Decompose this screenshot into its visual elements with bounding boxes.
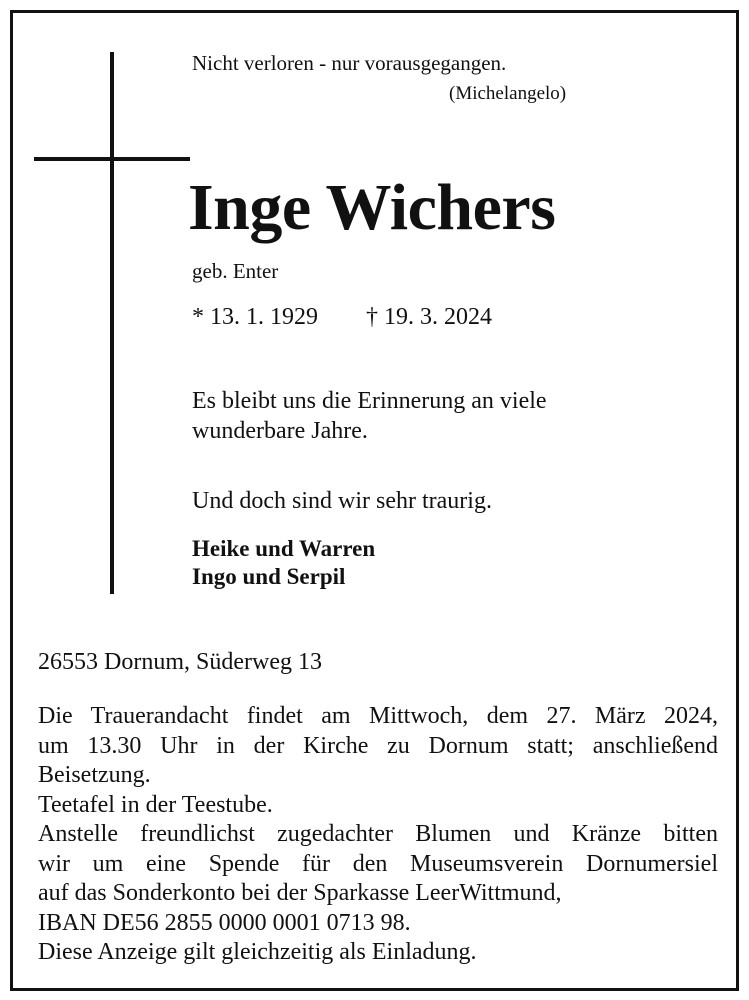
details-line: Anstelle freundlichst zugedachter Blumen und Kränze bitten [38, 821, 718, 847]
details-line: Die Trauerandacht findet am Mittwoch, dem 27. März 2024, [38, 703, 718, 729]
mourner-name: Ingo und Serpil [192, 564, 346, 589]
deceased-name: Inge Wichers [188, 171, 556, 244]
details-line: auf das Sonderkonto bei der Sparkasse LeerWittmund, [38, 880, 562, 906]
memory-line: Es bleibt uns die Erinnerung an viele [192, 388, 547, 414]
sadness-text: Und doch sind wir sehr traurig. [192, 488, 492, 514]
details-line: Beisetzung. [38, 762, 151, 788]
details-line: IBAN DE56 2855 0000 0001 0713 98. [38, 909, 411, 936]
quote-author: (Michelangelo) [449, 83, 567, 104]
birth-date: * 13. 1. 1929 [192, 304, 318, 330]
mourner-name: Heike und Warren [192, 536, 376, 561]
memory-text [192, 386, 662, 446]
details-line: um 13.30 Uhr in der Kirche zu Dornum statt; anschließend [38, 732, 718, 759]
memory-line: wunderbare Jahre. [192, 418, 368, 444]
death-date: † 19. 3. 2024 [366, 304, 492, 330]
cross-vertical-bar [110, 52, 114, 594]
maiden-name: geb. Enter [192, 259, 279, 283]
quote-text: Nicht verloren - nur vorausgegangen. [192, 51, 507, 75]
details-line: Diese Anzeige gilt gleichzeitig als Einladung. [38, 939, 477, 965]
details-line: wir um eine Spende für den Museumsverein Dornumersiel [38, 850, 718, 877]
funeral-details [38, 702, 718, 968]
family-address: 26553 Dornum, Süderweg 13 [38, 649, 322, 675]
mourners-list [192, 535, 375, 591]
details-line: Teetafel in der Teestube. [38, 791, 273, 818]
cross-horizontal-bar [34, 157, 190, 161]
